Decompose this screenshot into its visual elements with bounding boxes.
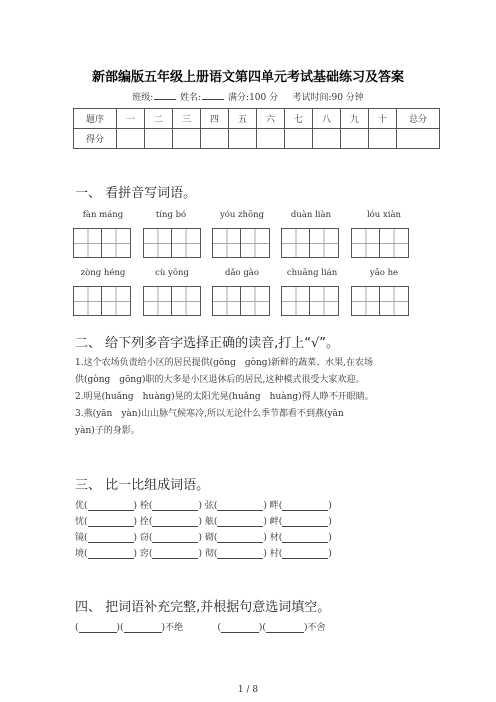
char: 舷 — [204, 517, 214, 527]
score-header-cell: 十 — [369, 109, 397, 129]
answer-blank[interactable] — [221, 622, 259, 633]
pinyin: zòng héng — [80, 268, 126, 278]
word-suffix: 不舍 — [307, 623, 326, 633]
writing-cell[interactable] — [380, 286, 409, 316]
page-number: 1 / 8 — [237, 685, 259, 695]
pinyin: cù yōng — [155, 268, 189, 278]
writing-cell[interactable] — [281, 286, 310, 316]
score-table-header — [74, 109, 440, 129]
compare-row: 境( ) 窍( ) 彻( ) 村( ) — [75, 549, 332, 559]
writing-cell[interactable] — [310, 286, 339, 316]
exam-info — [0, 90, 496, 103]
exam-time: 考试时间:90 分钟 — [292, 93, 364, 103]
writing-cell[interactable] — [212, 228, 241, 258]
pinyin: duàn liàn — [290, 210, 332, 220]
answer-blank[interactable] — [88, 500, 134, 511]
answer-blank[interactable] — [282, 532, 328, 543]
char: 彻 — [204, 549, 214, 559]
score-header-cell: 一 — [117, 109, 145, 129]
writing-cell[interactable] — [380, 228, 409, 258]
score-cell[interactable] — [117, 129, 145, 149]
score-header-cell: 二 — [145, 109, 173, 129]
answer-blank[interactable] — [152, 532, 198, 543]
question-line: 2.明晃(huǎng huàng)晃的太阳光晃(huǎng huàng)得人睁不开眼睛。 — [75, 392, 374, 402]
char: 镜 — [75, 533, 85, 543]
score-cell[interactable] — [201, 129, 229, 149]
score-table — [73, 108, 440, 149]
writing-cell[interactable] — [241, 286, 270, 316]
pinyin: fàn máng — [82, 210, 124, 220]
score-header-cell: 题序 — [74, 109, 117, 129]
answer-blank[interactable] — [217, 516, 263, 527]
score-header-cell: 九 — [341, 109, 369, 129]
writing-cell[interactable] — [143, 286, 172, 316]
compare-row: 优( ) 栓( ) 弦( ) 畔( ) — [75, 501, 332, 511]
char: 村 — [269, 549, 279, 559]
answer-blank[interactable] — [266, 622, 304, 633]
compare-row: 镜( ) 窃( ) 砌( ) 材( ) — [75, 533, 332, 543]
writing-cell[interactable] — [143, 228, 172, 258]
question-line: 1.这个农场负责给小区的居民提供(gōng gòng)新鲜的蔬菜、水果,在农场 — [75, 358, 373, 368]
char: 畔 — [269, 501, 279, 511]
score-cell[interactable] — [397, 129, 440, 149]
score-header-cell: 五 — [229, 109, 257, 129]
question-line: yàn)子的身影。 — [75, 426, 140, 436]
answer-blank[interactable] — [217, 500, 263, 511]
writing-cell[interactable] — [281, 228, 310, 258]
writing-cell[interactable] — [102, 228, 131, 258]
name-label: 姓名: — [180, 93, 202, 103]
char: 材 — [269, 533, 279, 543]
score-row-label: 得分 — [74, 129, 117, 149]
score-cell[interactable] — [257, 129, 285, 149]
char: 忧 — [75, 517, 85, 527]
score-header-cell: 七 — [285, 109, 313, 129]
writing-cell[interactable] — [212, 286, 241, 316]
full-score: 满分:100 分 — [228, 93, 279, 103]
answer-blank[interactable] — [88, 548, 134, 559]
writing-boxes-row-2 — [73, 286, 443, 316]
answer-blank[interactable] — [124, 622, 162, 633]
answer-blank[interactable] — [152, 548, 198, 559]
pinyin: dǎo gào — [225, 268, 259, 278]
question-line: 3.燕(yān yàn)山山脉气候寒冷,所以无论什么季节都看不到燕(yān — [75, 409, 344, 419]
score-cell[interactable] — [173, 129, 201, 149]
char: 境 — [75, 549, 85, 559]
section-3-heading: 三、 比一比组成词语。 — [75, 478, 210, 493]
score-cell[interactable] — [313, 129, 341, 149]
answer-blank[interactable] — [88, 532, 134, 543]
writing-boxes-row-1 — [73, 228, 443, 258]
score-header-cell: 三 — [173, 109, 201, 129]
pinyin: tíng bó — [155, 210, 187, 220]
char: 栓 — [139, 501, 149, 511]
pinyin: yāo he — [369, 268, 399, 278]
answer-blank[interactable] — [152, 516, 198, 527]
pinyin: lóu xiàn — [366, 210, 402, 220]
pinyin-row-1 — [73, 210, 433, 222]
name-blank — [202, 91, 224, 100]
answer-blank[interactable] — [282, 548, 328, 559]
score-cell[interactable] — [285, 129, 313, 149]
answer-blank[interactable] — [217, 548, 263, 559]
class-blank — [154, 91, 176, 100]
answer-blank[interactable] — [217, 532, 263, 543]
score-header-cell: 六 — [257, 109, 285, 129]
section-4-heading: 四、 把词语补充完整,并根据句意选词填空。 — [75, 600, 331, 615]
answer-blank[interactable] — [152, 500, 198, 511]
score-cell[interactable] — [145, 129, 173, 149]
answer-blank[interactable] — [282, 516, 328, 527]
char: 弦 — [204, 501, 214, 511]
score-cell[interactable] — [341, 129, 369, 149]
answer-blank[interactable] — [79, 622, 117, 633]
score-header-cell: 总分 — [397, 109, 440, 129]
score-cell[interactable] — [369, 129, 397, 149]
writing-cell[interactable] — [351, 286, 380, 316]
score-header-cell: 八 — [313, 109, 341, 129]
score-table-row — [74, 129, 440, 149]
fill-words-line: ( )( )不绝 ( )( )不舍 — [75, 623, 326, 633]
writing-cell[interactable] — [102, 286, 131, 316]
pinyin: yóu zhōng — [219, 210, 265, 220]
compare-row: 忧( ) 拴( ) 舷( ) 衅( ) — [75, 517, 332, 527]
answer-blank[interactable] — [88, 516, 134, 527]
document-title: 新部编版五年级上册语文第四单元考试基础练习及答案 — [91, 70, 404, 85]
score-header-cell: 四 — [201, 109, 229, 129]
compare-words-grid — [75, 498, 420, 562]
char: 窃 — [139, 533, 149, 543]
score-cell[interactable] — [229, 129, 257, 149]
word-suffix: 不绝 — [165, 623, 184, 633]
writing-cell[interactable] — [241, 228, 270, 258]
char: 窍 — [139, 549, 149, 559]
char: 优 — [75, 501, 85, 511]
pinyin: chuāng lián — [286, 268, 338, 278]
writing-cell[interactable] — [351, 228, 380, 258]
writing-cell[interactable] — [310, 228, 339, 258]
pinyin-row-2 — [73, 268, 433, 280]
char: 衅 — [269, 517, 279, 527]
writing-cell[interactable] — [172, 228, 201, 258]
class-label: 班级: — [132, 93, 154, 103]
char: 砌 — [204, 533, 214, 543]
writing-cell[interactable] — [73, 286, 102, 316]
section-1-heading: 一、 看拼音写词语。 — [75, 186, 197, 201]
writing-cell[interactable] — [73, 228, 102, 258]
writing-cell[interactable] — [172, 286, 201, 316]
section-2-heading: 二、 给下列多音字选择正确的读音,打上“√”。 — [75, 336, 340, 351]
section-2-body — [75, 355, 420, 440]
question-line: 供(gòng gōng)职的大多是小区退休后的居民,这种模式很受大家欢迎。 — [75, 375, 365, 385]
answer-blank[interactable] — [282, 500, 328, 511]
char: 拴 — [139, 517, 149, 527]
